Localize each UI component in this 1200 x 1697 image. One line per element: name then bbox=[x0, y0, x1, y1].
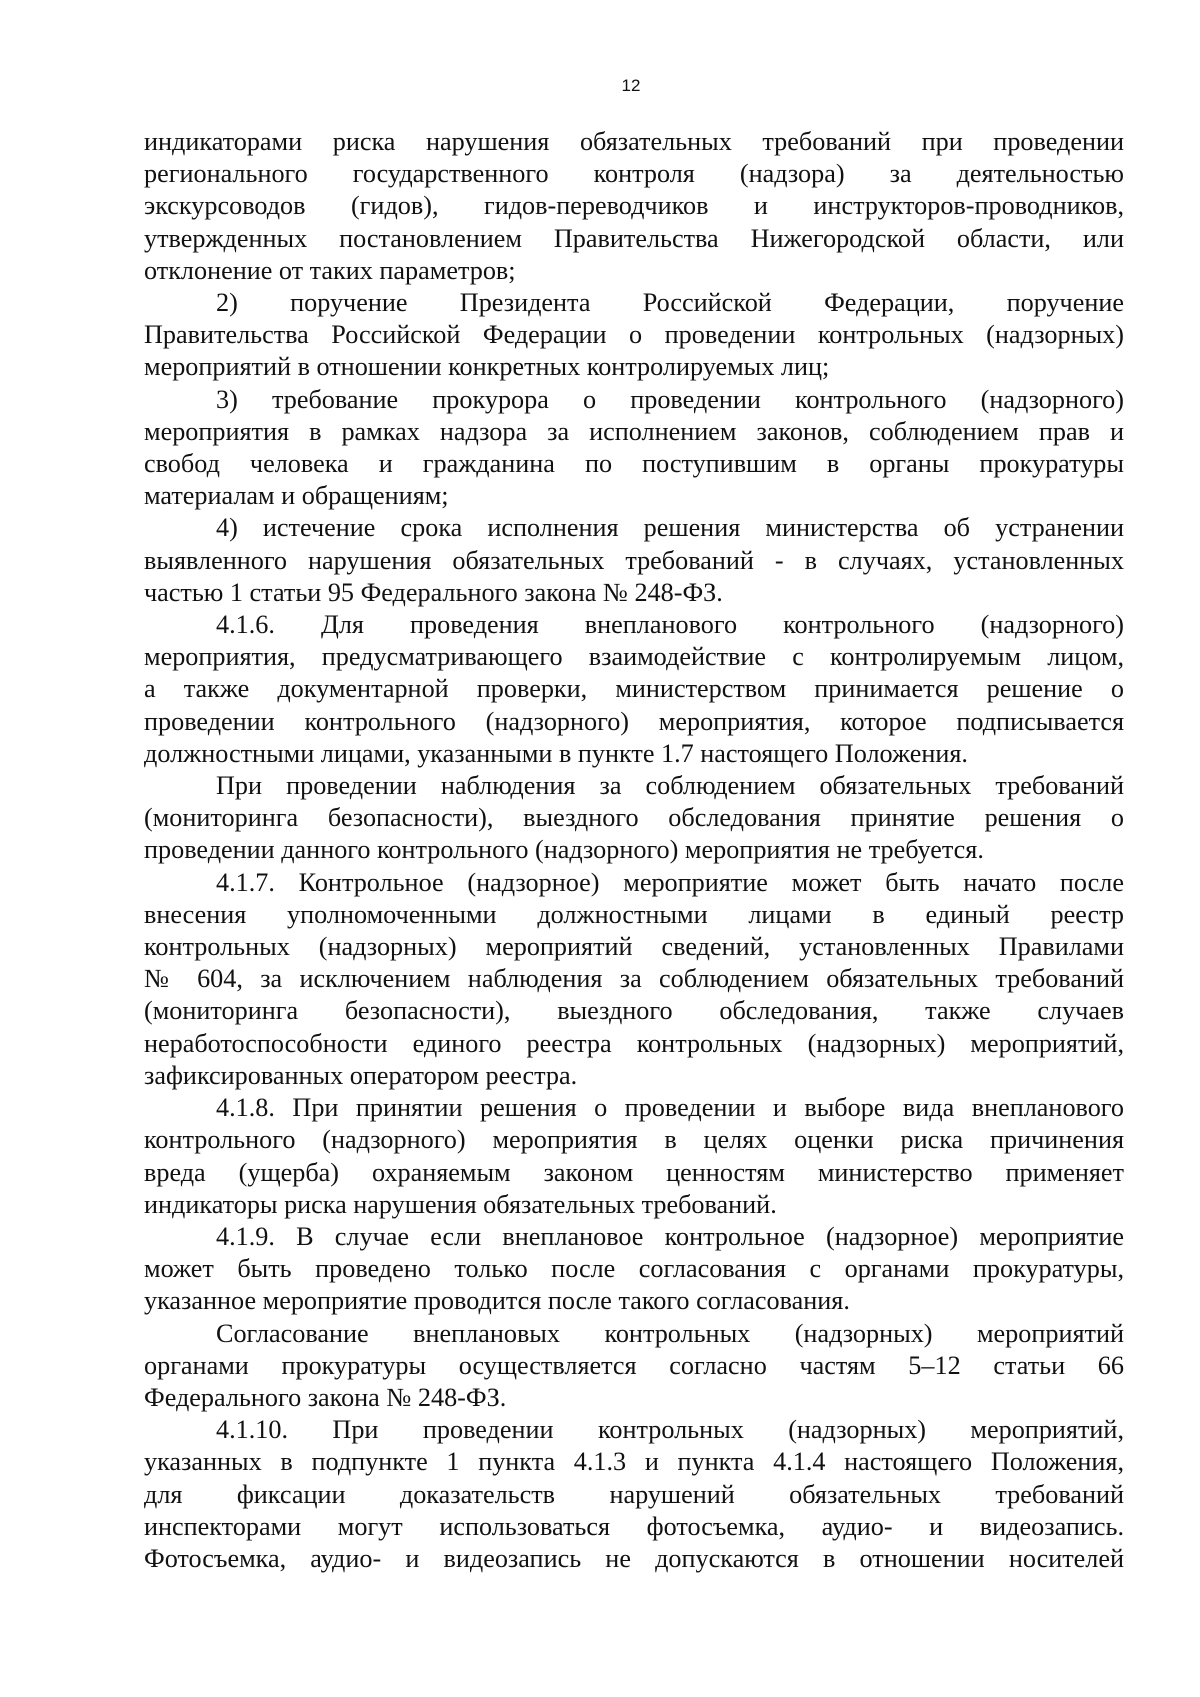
text-line: неработоспособности единого реестра контрольных (надзорных) мероприятий, bbox=[144, 1028, 1124, 1058]
text-line: должностными лицами, указанными в пункте 1.7 настоящего Положения. bbox=[144, 738, 968, 768]
text-line: индикаторами риска нарушения обязательных требований при проведении bbox=[144, 127, 1124, 156]
text-line: материалам и обращениям; bbox=[144, 481, 449, 511]
text-line: контрольных (надзорных) мероприятий сведений, установленных Правилами bbox=[144, 932, 1124, 962]
text-line: утвержденных постановлением Правительства Нижегородской области, или bbox=[144, 223, 1124, 253]
text-line: регионального государственного контроля (надзора) за деятельностью bbox=[144, 159, 1124, 189]
text-line: Правительства Российской Федерации о проведении контрольных (надзорных) bbox=[144, 320, 1124, 350]
text-line: контрольного (надзорного) мероприятия в целях оценки риска причинения bbox=[144, 1125, 1124, 1155]
text-line: может быть проведено только после согласования с органами прокуратуры, bbox=[144, 1254, 1124, 1284]
text-line: мероприятия в рамках надзора за исполнением законов, соблюдением прав и bbox=[144, 416, 1124, 446]
text-line: 4.1.9. В случае если внеплановое контрольное (надзорное) мероприятие bbox=[216, 1221, 1124, 1251]
text-line: (мониторинга безопасности), выездного обследования принятие решения о bbox=[144, 803, 1124, 833]
text-line: 4.1.8. При принятии решения о проведении и выборе вида внепланового bbox=[216, 1093, 1124, 1123]
text-line: свобод человека и гражданина по поступившим в органы прокуратуры bbox=[144, 449, 1124, 479]
text-line: выявленного нарушения обязательных требований - в случаях, установленных bbox=[144, 545, 1124, 575]
text-line: органами прокуратуры осуществляется согласно частям 5–12 статьи 66 bbox=[144, 1350, 1124, 1380]
text-line: частью 1 статьи 95 Федерального закона № 248-ФЗ. bbox=[144, 577, 723, 607]
text-line: проведении контрольного (надзорного) мероприятия, которое подписывается bbox=[144, 706, 1124, 736]
text-line: № 604, за исключением наблюдения за соблюдением обязательных требований bbox=[144, 964, 1124, 994]
text-line: внесения уполномоченными должностными лицами в единый реестр bbox=[144, 899, 1124, 929]
text-line: 4.1.6. Для проведения внепланового контрольного (надзорного) bbox=[216, 610, 1124, 640]
text-line: для фиксации доказательств нарушений обязательных требований bbox=[144, 1479, 1124, 1509]
text-line: Федерального закона № 248-ФЗ. bbox=[144, 1382, 507, 1412]
text-line: проведении данного контрольного (надзорного) мероприятия не требуется. bbox=[144, 835, 984, 865]
text-line: инспекторами могут использоваться фотосъемка, аудио- и видеозапись. bbox=[144, 1511, 1124, 1541]
text-line: вреда (ущерба) охраняемым законом ценностям министерство применяет bbox=[144, 1157, 1124, 1187]
text-line: 4.1.10. При проведении контрольных (надзорных) мероприятий, bbox=[216, 1415, 1124, 1445]
text-line: Фотосъемка, аудио- и видеозапись не допускаются в отношении носителей bbox=[144, 1543, 1124, 1573]
text-line: мероприятия, предусматривающего взаимодействие с контролируемым лицом, bbox=[144, 642, 1124, 672]
text-line: указанное мероприятие проводится после такого согласования. bbox=[144, 1286, 850, 1316]
text-line: зафиксированных оператором реестра. bbox=[144, 1060, 578, 1090]
page-number: 12 bbox=[621, 76, 641, 95]
document-body bbox=[144, 126, 1124, 1575]
text-line: экскурсоводов (гидов), гидов-переводчиков и инструкторов-проводников, bbox=[144, 191, 1124, 221]
text-line: 2) поручение Президента Российской Федерации, поручение bbox=[216, 288, 1124, 318]
text-line: отклонение от таких параметров; bbox=[144, 255, 516, 285]
text-line: индикаторы риска нарушения обязательных требований. bbox=[144, 1189, 777, 1219]
text-line: При проведении наблюдения за соблюдением обязательных требований bbox=[216, 771, 1124, 801]
text-line: 4) истечение срока исполнения решения министерства об устранении bbox=[216, 513, 1124, 543]
text-line: 4.1.7. Контрольное (надзорное) мероприятие может быть начато после bbox=[216, 867, 1124, 897]
text-line: а также документарной проверки, министерством принимается решение о bbox=[144, 674, 1124, 704]
text-line: мероприятий в отношении конкретных контролируемых лиц; bbox=[144, 352, 830, 382]
text-line: (мониторинга безопасности), выездного обследования, также случаев bbox=[144, 996, 1124, 1026]
text-line: Согласование внеплановых контрольных (надзорных) мероприятий bbox=[216, 1318, 1124, 1348]
text-line: указанных в подпункте 1 пункта 4.1.3 и пункта 4.1.4 настоящего Положения, bbox=[144, 1447, 1124, 1477]
text-line: 3) требование прокурора о проведении контрольного (надзорного) bbox=[216, 384, 1124, 414]
